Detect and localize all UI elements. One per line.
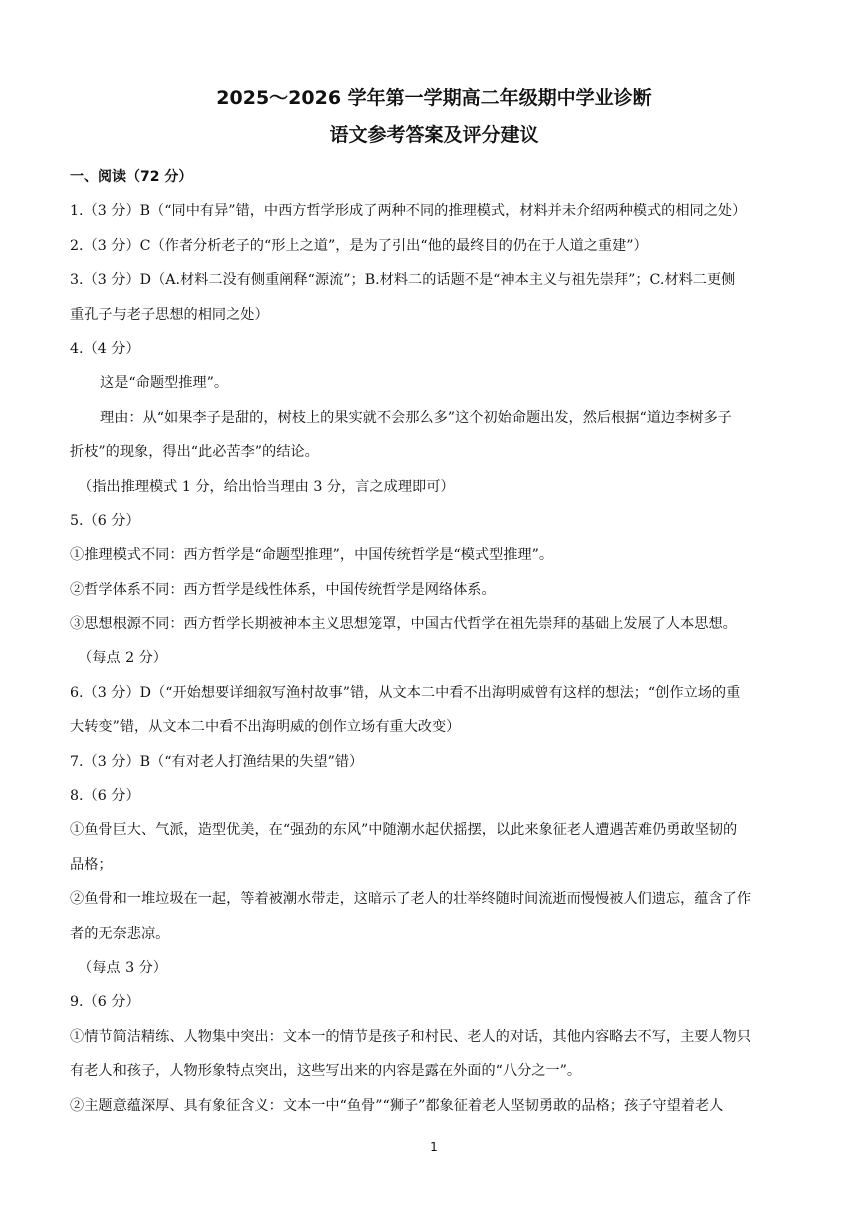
- scoring-note: （每点 3 分）: [78, 959, 167, 976]
- section-heading: 一、阅读（72 分）: [70, 169, 193, 185]
- answer-line: 4.（4 分）: [70, 340, 140, 357]
- answer-line: 5.（6 分）: [70, 512, 140, 529]
- answer-line: ③思想根源不同：西方哲学长期被神本主义思想笼罩，中国古代哲学在祖先崇拜的基础上发展了人本思想。: [70, 616, 737, 633]
- answer-line: 者的无奈悲凉。: [70, 925, 170, 942]
- scoring-note: （每点 2 分）: [78, 650, 167, 667]
- answer-line: 折枝”的现象，得出“此必苦李”的结论。: [70, 444, 319, 461]
- answer-line: ②主题意蕴深厚、具有象征含义：文本一中“鱼骨”“狮子”都象征着老人坚韧勇敢的品格；孩子守望着老人: [70, 1097, 724, 1114]
- answer-line: 2.（3 分）C（作者分析老子的“形上之道”，是为了引出“他的最终目的仍在于人道之重建”）: [70, 237, 648, 254]
- document-body: [70, 160, 798, 1123]
- answer-line: 理由：从“如果李子是甜的，树枝上的果实就不会那么多”这个初始命题出发，然后根据“道边李树多子: [100, 409, 732, 426]
- answer-line: 9.（6 分）: [70, 994, 140, 1011]
- answer-line: 6.（3 分）D（“开始想要详细叙写渔村故事”错，从文本二中看不出海明威曾有这样的想法；“创作立场的重: [70, 684, 741, 701]
- answer-line: ①推理模式不同：西方哲学是“命题型推理”，中国传统哲学是“模式型推理”。: [70, 547, 554, 564]
- answer-line: 3.（3 分）D（A.材料二没有侧重阐释“源流”；B.材料二的话题不是“神本主义与祖先崇拜”；C.材料二更侧: [70, 272, 736, 289]
- answer-line: ①鱼骨巨大、气派，造型优美，在“强劲的东风”中随潮水起伏摇摆，以此来象征老人遭遇苦难仍勇敢坚韧的: [70, 822, 738, 839]
- answer-line: 8.（6 分）: [70, 788, 140, 805]
- answer-line: 大转变”错，从文本二中看不出海明威的创作立场有重大改变）: [70, 719, 461, 736]
- page-number: 1: [430, 1140, 438, 1154]
- answer-line: 这是“命题型推理”。: [100, 375, 229, 392]
- answer-line: ②哲学体系不同：西方哲学是线性体系，中国传统哲学是网络体系。: [70, 581, 496, 598]
- answer-line: ②鱼骨和一堆垃圾在一起，等着被潮水带走，这暗示了老人的壮举终随时间流逝而慢慢被人们遗忘，蕴含了作: [70, 891, 752, 908]
- answer-line: 品格；: [70, 856, 113, 873]
- answer-line: 重孔子与老子思想的相同之处）: [70, 306, 269, 323]
- scoring-note: （指出推理模式 1 分，给出恰当理由 3 分，言之成理即可）: [78, 478, 455, 495]
- answer-line: 有老人和孩子，人物形象特点突出，这些写出来的内容是露在外面的“八分之一”。: [70, 1063, 582, 1080]
- document-subtitle: 语文参考答案及评分建议: [329, 124, 539, 146]
- answer-line: 1.（3 分）B（“同中有异”错，中西方哲学形成了两种不同的推理模式，材料并未介绍两种模式的相同之处）: [70, 203, 747, 220]
- document-title: 2025～2026 学年第一学期高二年级期中学业诊断: [216, 87, 652, 109]
- answer-line: ①情节简洁精练、人物集中突出：文本一的情节是孩子和村民、老人的对话，其他内容略去不写，主要人物只: [70, 1028, 752, 1045]
- answer-line: 7.（3 分）B（“有对老人打渔结果的失望”错）: [70, 753, 364, 770]
